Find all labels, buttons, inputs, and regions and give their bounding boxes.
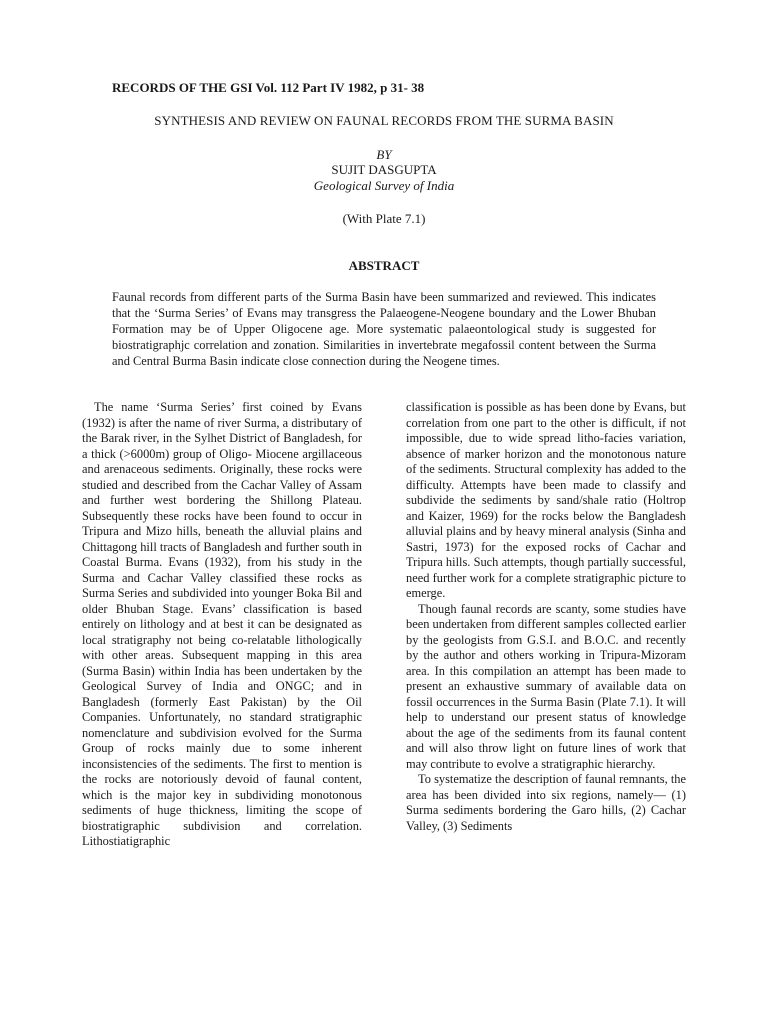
abstract-heading: ABSTRACT bbox=[348, 258, 420, 273]
author-affiliation: Geological Survey of India bbox=[313, 178, 455, 193]
paragraph-continuation: classification is possible as has been done by Evans, but correlation from one part to the other is difficult, if not impossible, due to wide spread litho-facies variation, absence of marker horizon and the monotonous nature of the sediments. Structural complexity has added to the difficulty. Attempts have been made to classify and subdivide the sediments by sand/shale ratio (Holtrop and Kaizer, 1969) for the rocks below the Bangladesh alluvial plains and by heavy mineral analysis (Sinha and Sastri, 1973) for the exposed rocks of Cachar and Tripura hills. Such attempts, though partially successful, need further work for a complete stratigraphic picture to emerge. bbox=[406, 400, 686, 600]
paragraph: The name ‘Surma Series’ first coined by Evans (1932) is after the name of river Surma, a distributary of the Barak river, in the Sylhet District of Bangladesh, for a thick (>6000m) group of Oligo- Miocene argillaceous and arenaceous sediments. Originally, these rocks were studied and described from the Cachar Valley of Assam and further west bordering the Shillong Plateau. Subsequently these rocks have been found to occur in Tripura and Mizo hills, beneath the alluvial plains and Chittagong hill tracts of Bangladesh and further south in Coastal Burma. Evans (1932), from his study in the Surma and Cachar Valley classified these rocks as Surma Series and subdivided into younger Boka Bil and older Bhuban Stage. Evans’ classification is based entirely on lithology and at best it can be designated as local stratigraphy not being co-relatable lithologically with other areas. Subsequent mapping in this area (Surma Basin) within India has been undertaken by the Geological Survey of India and ONGC; and in Bangladesh (formerly East Pakistan) by the Oil Companies. Unfortunately, no standard stratigraphic nomenclature and subdivision evolved for the Surma Group of rocks mainly due to some inherent inconsistencies of the sediments. The first to mention is the rocks are notoriously devoid of faunal content, which is the major key in subdividing monotonous sediments of huge thickness, limiting the scope of biostratigraphic subdivision and correlation. Lithostiatigraphic bbox=[82, 400, 362, 848]
plate-note: (With Plate 7.1) bbox=[342, 211, 426, 226]
journal-citation: RECORDS OF THE GSI Vol. 112 Part IV 1982, p 31- 38 bbox=[112, 80, 425, 95]
body-left-column bbox=[82, 400, 362, 850]
author-name: SUJIT DASGUPTA bbox=[331, 162, 437, 177]
paragraph: To systematize the description of faunal remnants, the area has been divided into six regions, namely— (1) Surma sediments bordering the Garo hills, (2) Cachar Valley, (3) Sediments bbox=[406, 772, 686, 833]
paragraph: Though faunal records are scanty, some studies have been undertaken from different samples collected earlier by the geologists from G.S.I. and B.O.C. and recently by the author and others working in Tripura-Mizoram area. In this compilation an attempt has been made to present an exhaustive summary of available data on fossil occurrences in the Surma Basin (Plate 7.1). It will help to understand our present status of knowledge about the age of the sediments from its faunal content and will also throw light on future lines of work that may contribute to evolve a stratigraphic hierarchy. bbox=[406, 601, 686, 771]
body-right-column bbox=[406, 400, 686, 834]
paper-title: SYNTHESIS AND REVIEW ON FAUNAL RECORDS FROM THE SURMA BASIN bbox=[154, 113, 614, 128]
by-line: BY bbox=[376, 147, 392, 162]
abstract-text: Faunal records from different parts of the Surma Basin have been summarized and reviewed. This indicates that the ‘Surma Series’ of Evans may transgress the Palaeogene-Neogene boundary and the Lower Bhuban Formation may be of Upper Oligocene age. More systematic palaeontological study is suggested for biostratigraphjc correlation and zonation. Similarities in invertebrate megafossil content between the Surma and Central Burma Basin indicate close connection during the Neogene times. bbox=[112, 290, 656, 368]
